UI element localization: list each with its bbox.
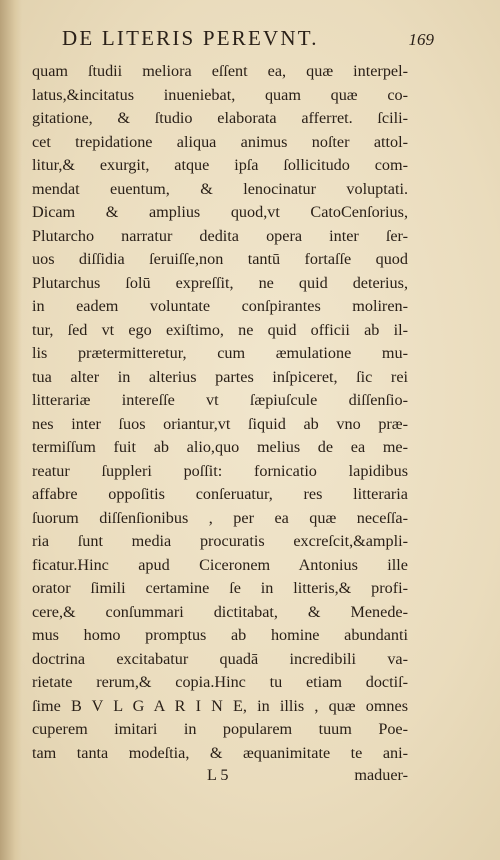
page-number: 169 bbox=[408, 30, 434, 49]
signature-mark: L 5 bbox=[207, 766, 229, 784]
text-line: mendat euentum, & lenocinatur voluptati. bbox=[32, 179, 408, 198]
text-line: doctrina excitabatur quadā incredibili va- bbox=[32, 649, 408, 668]
body-text bbox=[32, 60, 408, 765]
text-line: cet trepidatione aliqua animus noſter attol- bbox=[32, 132, 408, 151]
text-line: orator ſimili certamine ſe in litteris,& profi- bbox=[32, 579, 408, 597]
text-line: quam ſtudii meliora eſſent ea, quæ interpel- bbox=[32, 62, 408, 80]
text-line: in eadem voluntate conſpirantes moliren- bbox=[32, 297, 408, 315]
text-line: Plutarcho narratur dedita opera inter ſer- bbox=[32, 226, 408, 245]
text-line: cere,& conſummari dictitabat, & Menede- bbox=[32, 602, 408, 621]
text-line: tua alter in alterius partes inſpiceret, ſic rei bbox=[32, 367, 408, 386]
text-line: litur,& exurgit, atque ipſa ſollicitudo com- bbox=[32, 156, 408, 174]
catchword: maduer- bbox=[354, 766, 408, 784]
text-line: ficatur.Hinc apud Ciceronem Antonius ille bbox=[32, 555, 408, 574]
text-line: uos diſſidia ſeruiſſe,non tantū fortaſſe quod bbox=[32, 250, 408, 268]
running-header bbox=[62, 26, 434, 51]
text-line: ria ſunt media procuratis excreſcit,&ampli- bbox=[32, 532, 408, 550]
text-line: Plutarchus ſolū expreſſit, ne quid deterius, bbox=[32, 273, 408, 292]
text-line: nes inter ſuos oriantur,vt ſiquid ab vno præ- bbox=[32, 414, 408, 433]
text-line: lis prætermitteretur, cum æmulatione mu- bbox=[32, 344, 408, 362]
text-line: ſime B V L G A R I N E, in illis , quæ omnes bbox=[32, 696, 408, 715]
running-title: DE LITERIS PEREVNT. bbox=[62, 26, 319, 50]
text-line: rietate rerum,& copia.Hinc tu etiam doctiſ- bbox=[32, 673, 408, 691]
text-line: reatur ſuppleri poſſit: fornicatio lapidibus bbox=[32, 461, 408, 480]
text-line: tam tanta modeſtia, & æquanimitate te ani- bbox=[32, 743, 408, 762]
text-line: ſuorum diſſenſionibus , per ea quæ neceſſa- bbox=[32, 508, 408, 527]
text-line: litterariæ intereſſe vt ſæpiuſcule diſſenſio- bbox=[32, 391, 408, 409]
text-line: gitatione, & ſtudio elaborata afferret. ſcili- bbox=[32, 109, 408, 127]
text-line: cuperem imitari in popularem tuum Poe- bbox=[32, 720, 408, 738]
text-line: Dicam & amplius quod,vt CatoCenſorius, bbox=[32, 203, 408, 221]
page-gutter-shadow bbox=[0, 0, 22, 860]
text-line: termiſſum fuit ab alio,quo melius de ea me- bbox=[32, 438, 408, 456]
text-line: mus homo promptus ab homine abundanti bbox=[32, 626, 408, 644]
text-line: affabre oppoſitis conſeruatur, res litteraria bbox=[32, 485, 408, 503]
text-line: latus,&incitatus inueniebat, quam quæ co- bbox=[32, 85, 408, 104]
text-line: tur, ſed vt ego exiſtimo, ne quid officii ab il- bbox=[32, 320, 408, 339]
